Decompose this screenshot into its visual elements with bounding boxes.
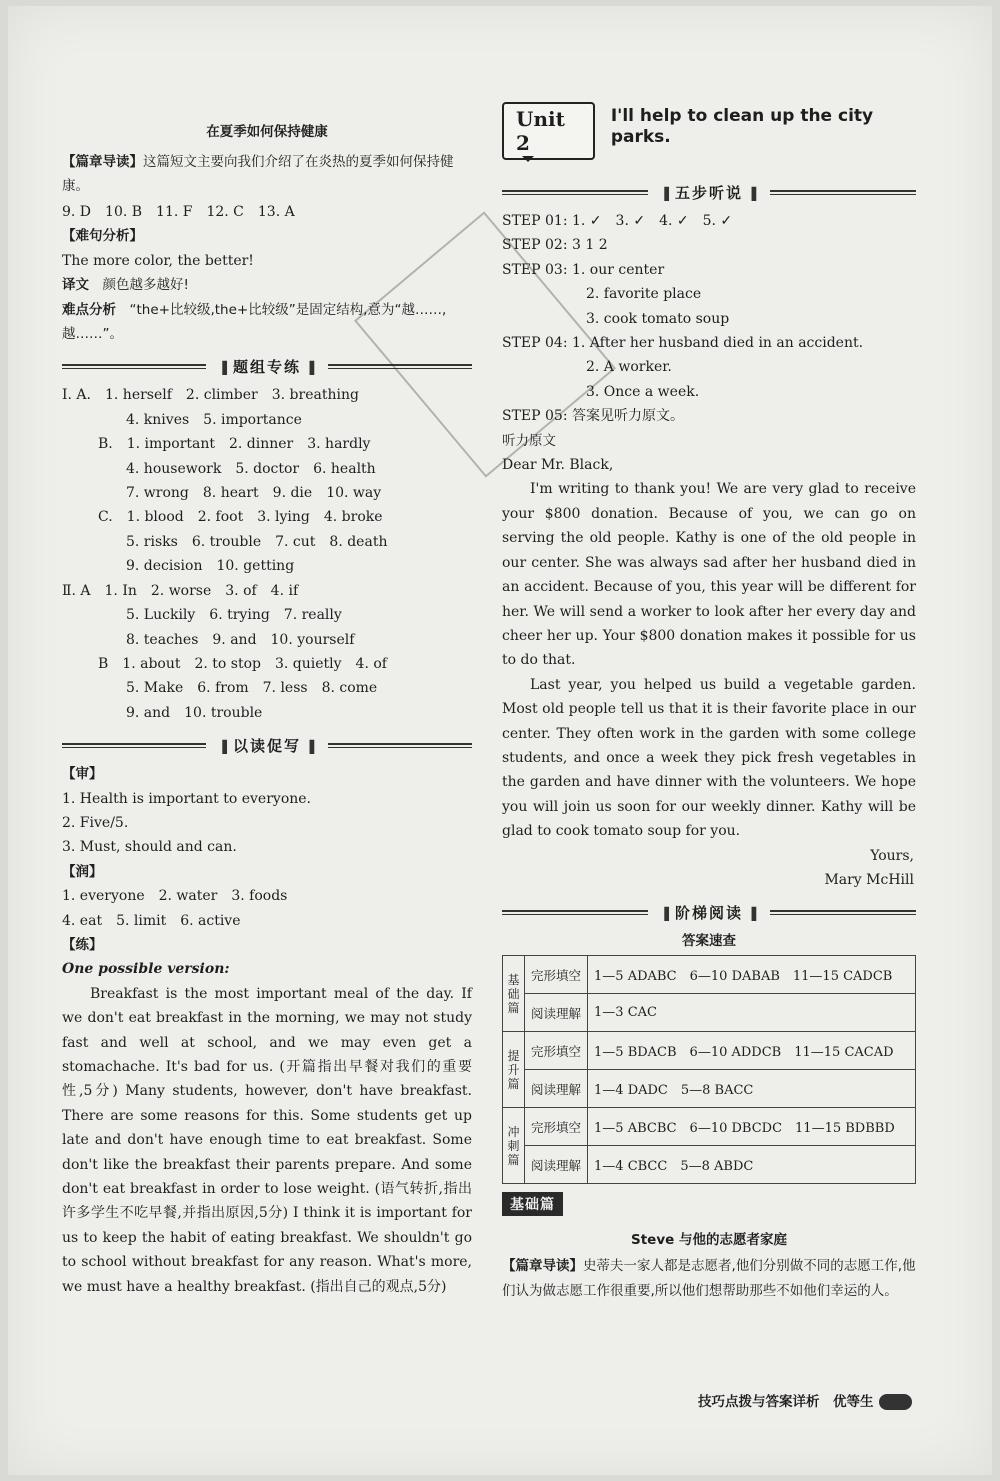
table-answer-cell: 1—5 ABCBC 6—10 DBCDC 11—15 BDBBD bbox=[588, 1108, 916, 1146]
banner-five-steps-label: ▐ 五步听说 ▐ bbox=[648, 182, 770, 203]
quick-answer-table bbox=[502, 955, 916, 1184]
table-row bbox=[503, 994, 916, 1032]
banner-group-practice bbox=[62, 356, 472, 377]
step-answer-line: 2. A worker. bbox=[586, 359, 672, 376]
listening-steps bbox=[502, 209, 916, 429]
step-answer-line: STEP 04: 1. After her husband died in an accident. bbox=[502, 335, 864, 352]
banner-five-steps bbox=[502, 182, 916, 203]
exercise-answer-line: Ⅰ. A. 1. herself 2. climber 3. breathing bbox=[62, 387, 359, 404]
table-kind-cell: 完形填空 bbox=[525, 1108, 588, 1146]
version-label: One possible version: bbox=[62, 961, 230, 978]
unit-label: Unit 2 bbox=[502, 102, 595, 160]
story-intro-text: 史蒂夫一家人都是志愿者,他们分别做不同的志愿工作,他们认为做志愿工作很重要,所以他们想帮助那些不如他们幸运的人。 bbox=[502, 1258, 916, 1300]
letter-greeting: Dear Mr. Black, bbox=[502, 457, 614, 474]
exercise-answer-line: 5. Luckily 6. trying 7. really bbox=[126, 607, 342, 624]
table-row bbox=[503, 1108, 916, 1146]
step-answer-line: STEP 02: 3 1 2 bbox=[502, 237, 608, 254]
unit-title: I'll help to clean up the city parks. bbox=[610, 106, 874, 147]
table-group-cell: 提升篇 bbox=[503, 1032, 525, 1108]
story-title: Steve 与他的志愿者家庭 bbox=[631, 1232, 787, 1249]
table-kind-cell: 完形填空 bbox=[525, 956, 588, 994]
step-answer-line: 2. favorite place bbox=[586, 286, 702, 303]
quick-answer-title: 答案速查 bbox=[682, 933, 736, 950]
step-answer-line: 3. cook tomato soup bbox=[586, 310, 730, 327]
intro-text: 这篇短文主要向我们介绍了在炎热的夏季如何保持健康。 bbox=[62, 154, 454, 194]
run-label: 【润】 bbox=[62, 863, 103, 880]
banner-ladder-reading-label: ▐ 阶梯阅读 ▐ bbox=[648, 902, 770, 923]
exercise-answer-line: B. 1. important 2. dinner 3. hardly bbox=[98, 436, 371, 453]
left-column bbox=[62, 106, 472, 1299]
table-group-cell: 基础篇 bbox=[503, 956, 525, 1032]
intro-paragraph bbox=[62, 150, 472, 198]
translation bbox=[62, 273, 472, 297]
run-item: 1. everyone 2. water 3. foods bbox=[62, 888, 288, 905]
table-kind-cell: 阅读理解 bbox=[525, 994, 588, 1032]
exercise-answer-line: Ⅱ. A 1. In 2. worse 3. of 4. if bbox=[62, 582, 299, 599]
table-answer-cell: 1—5 BDACB 6—10 ADDCB 11—15 CACAD bbox=[588, 1032, 916, 1070]
exercise-answer-line: 9. decision 10. getting bbox=[126, 558, 295, 575]
translation-text: 颜色越多越好! bbox=[102, 277, 189, 294]
page-number-badge bbox=[879, 1394, 912, 1410]
exercise-answer-line: 4. knives 5. importance bbox=[126, 411, 302, 428]
lian-label: 【练】 bbox=[62, 936, 103, 953]
hard-sentence: The more color, the better! bbox=[62, 252, 254, 269]
letter-paragraph-1: I'm writing to thank you! We are very glad to receive your $800 donation. Because of you, we can go on serving the old people. Kathy is one of the old people in our center. She was always sad after her husband died in an accident. Because of you, this year will be different for her. We will send a worker to look after her every day and cheer her up. Your $800 donation makes it possible for us to do that. bbox=[502, 481, 916, 669]
exercise-answer-line: B 1. about 2. to stop 3. quietly 4. of bbox=[98, 655, 387, 672]
page-footer bbox=[698, 1390, 912, 1410]
step-answer-line: 3. Once a week. bbox=[586, 383, 700, 400]
exercise-answer-line: 5. risks 6. trouble 7. cut 8. death bbox=[126, 533, 388, 550]
step-answer-line: STEP 05: 答案见听力原文。 bbox=[502, 408, 684, 425]
table-kind-cell: 完形填空 bbox=[525, 1032, 588, 1070]
shen-item: 1. Health is important to everyone. bbox=[62, 790, 311, 807]
unit-header bbox=[502, 102, 916, 160]
listening-script-label: 听力原文 bbox=[502, 432, 556, 449]
table-group-cell: 冲刺篇 bbox=[503, 1108, 525, 1184]
run-item: 4. eat 5. limit 6. active bbox=[62, 912, 241, 929]
shen-item: 2. Five/5. bbox=[62, 814, 129, 831]
table-answer-cell: 1—4 CBCC 5—8 ABDC bbox=[588, 1146, 916, 1184]
document-page bbox=[8, 6, 992, 1475]
table-row bbox=[503, 1032, 916, 1070]
table-answer-cell: 1—5 ADABC 6—10 DABAB 11—15 CADCB bbox=[588, 956, 916, 994]
difficulty-label: 难点分析 bbox=[62, 301, 116, 318]
model-essay: Breakfast is the most important meal of the day. If we don't eat breakfast in the morning, we may not study fast and well at school, and we may even get a stomachache. It's bad for us. (开篇指出早餐对我们的重要性,5分) Many students, however, don't have breakfast. There are some reasons for this. Some students get up late and don't have enough time to eat breakfast. Some don't like the breakfast their parents prepare. And some don't eat breakfast in order to lose weight. (语气转折,指出许多学生不吃早餐,并指出原因,5分) I think it is important for us to keep the habit of eating breakfast. We shouldn't go to school without breakfast for any reason. What's more, we must have a healthy breakfast. (指出自己的观点,5分) bbox=[62, 985, 472, 1295]
letter-paragraph-2: Last year, you helped us build a vegetable garden. Most old people tell us that it is their favorite place in our center. They often work in the garden with some college students, and once a week they pick fresh vegetables in the garden and have dinner with the volunteers. We hope you will join us soon for our weekly dinner. Kathy will be glad to cook tomato soup for you. bbox=[502, 676, 916, 840]
banner-group-practice-label: ▐ 题组专练 ▐ bbox=[206, 356, 328, 377]
exercise-answer-line: 4. housework 5. doctor 6. health bbox=[126, 460, 376, 477]
section-tag-basic: 基础篇 bbox=[502, 1192, 563, 1216]
right-column bbox=[502, 102, 916, 1304]
intro-label: 【篇章导读】 bbox=[62, 154, 143, 170]
exercise-answer-line: 5. Make 6. from 7. less 8. come bbox=[126, 680, 378, 697]
shen-label: 【审】 bbox=[62, 766, 103, 783]
banner-read-write bbox=[62, 735, 472, 756]
banner-read-write-label: ▐ 以读促写 ▐ bbox=[206, 735, 328, 756]
translation-label: 译文 bbox=[62, 277, 89, 294]
banner-ladder-reading bbox=[502, 902, 916, 923]
difficulty-analysis bbox=[62, 298, 472, 347]
difficulty-text: “the+比较级,the+比较级”是固定结构,意为“越……,越……”。 bbox=[62, 301, 447, 343]
story-intro bbox=[502, 1254, 916, 1304]
section-title: 在夏季如何保持健康 bbox=[206, 124, 328, 140]
letter-signature: Mary McHill bbox=[824, 871, 914, 888]
exercise-answer-line: C. 1. blood 2. foot 3. lying 4. broke bbox=[98, 509, 383, 526]
table-answer-cell: 1—4 DADC 5—8 BACC bbox=[588, 1070, 916, 1108]
step-answer-line: STEP 03: 1. our center bbox=[502, 261, 665, 278]
table-kind-cell: 阅读理解 bbox=[525, 1070, 588, 1108]
table-row bbox=[503, 956, 916, 994]
table-row bbox=[503, 1146, 916, 1184]
hard-sentence-label: 【难句分析】 bbox=[62, 228, 143, 245]
exercise-answer-line: 9. and 10. trouble bbox=[126, 704, 263, 721]
footer-text: 技巧点拨与答案详析 优等生 bbox=[697, 1394, 874, 1410]
table-row bbox=[503, 1070, 916, 1108]
story-intro-label: 【篇章导读】 bbox=[502, 1258, 583, 1275]
exercise-answer-line: 8. teaches 9. and 10. yourself bbox=[126, 631, 355, 648]
step-answer-line: STEP 01: 1. ✓ 3. ✓ 4. ✓ 5. ✓ bbox=[502, 213, 733, 229]
answers-line: 9. D 10. B 11. F 12. C 13. A bbox=[62, 204, 295, 220]
shen-item: 3. Must, should and can. bbox=[62, 839, 237, 856]
exercise-answers bbox=[62, 383, 472, 725]
letter-closing: Yours, bbox=[870, 847, 914, 864]
table-answer-cell: 1—3 CAC bbox=[588, 994, 916, 1032]
exercise-answer-line: 7. wrong 8. heart 9. die 10. way bbox=[126, 485, 382, 502]
table-kind-cell: 阅读理解 bbox=[525, 1146, 588, 1184]
